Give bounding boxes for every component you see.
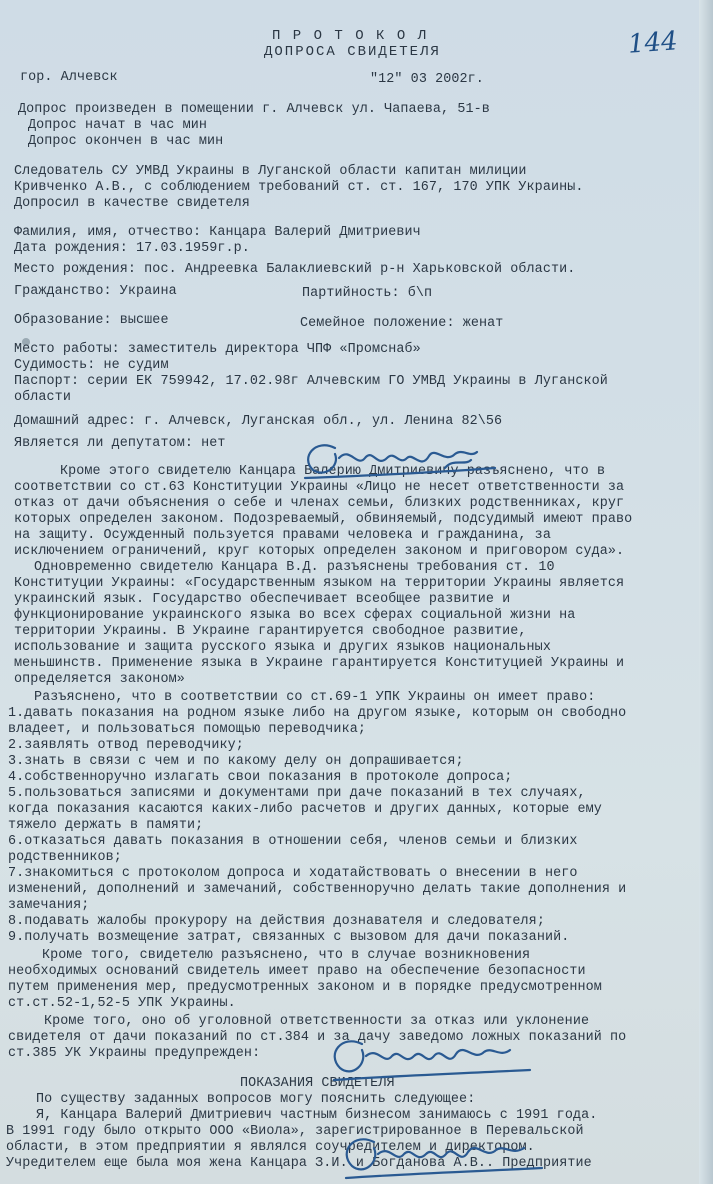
date: "12" 03 2002г. [370, 72, 484, 87]
text-line: Учредителем еще была моя жена Канцара З.И. и Богданова А.В.. Предприятие [6, 1156, 592, 1171]
text-line: тяжело держать в памяти; [8, 818, 204, 833]
text-line: соответствии со ст.63 Конституции Украины «Лицо не несет ответственности за [14, 480, 625, 495]
section-heading: ПОКАЗАНИЯ СВИДЕТЕЛЯ [240, 1076, 395, 1091]
text-line: Является ли депутатом: нет [14, 436, 226, 451]
signature [330, 1122, 550, 1184]
text-line: 3.знать в связи с чем и по какому делу он допрашивается; [8, 754, 464, 769]
text-line: 8.подавать жалобы прокурору на действия дознавателя и следователя; [8, 914, 545, 929]
text-line: 4.собственноручно излагать свои показания в протоколе допроса; [8, 770, 513, 785]
text-line: 9.получать возмещение затрат, связанных с вызовом для дачи показаний. [8, 930, 570, 945]
text-line: Допросил в качестве свидетеля [14, 196, 250, 211]
text-line: Дата рождения: 17.03.1959г.р. [14, 241, 250, 256]
text-line: когда показания касаются каких-либо расчетов и других данных, которые ему [8, 802, 602, 817]
text-line: 2.заявлять отвод переводчику; [8, 738, 244, 753]
text-line: на защиту. Осужденный пользуется правами человека и гражданина, за [14, 528, 551, 543]
text-line: отказ от дачи объяснения о себе и членах семьи, близких родственниках, круг [14, 496, 625, 511]
text-line: Кроме того, оно об уголовной ответственности за отказ или уклонение [44, 1014, 590, 1029]
text-line: территории Украины. В Украине гарантируется свободное развитие, [14, 624, 527, 639]
text-line: области, в этом предприятии я являлся соучредителем и директором. [6, 1140, 535, 1155]
text-line: Домашний адрес: г. Алчевск, Луганская обл., ул. Ленина 82\56 [14, 414, 503, 429]
text-line: родственников; [8, 850, 122, 865]
text-line: использование и защита русского языка и других языков национальных [14, 640, 551, 655]
text-line: украинский язык. Государство обеспечивает всеобщее развитие и [14, 592, 511, 607]
text-line: замечания; [8, 898, 90, 913]
text-line: путем применения мер, предусмотренных законом и в порядке предусмотренном [8, 980, 602, 995]
text-line: владеет, и пользоваться помощью переводчика; [8, 722, 366, 737]
text-line: 6.отказаться давать показания в отношении себя, членов семьи и близких [8, 834, 578, 849]
page-number: 144 [627, 26, 679, 60]
text-line: свидетеля от дачи показаний по ст.384 и за дачу заведомо ложных показаний по [8, 1030, 627, 1045]
text-line: ст.385 УК Украины предупрежден: [8, 1046, 261, 1061]
text-line: По существу заданных вопросов могу пояснить следующее: [36, 1092, 476, 1107]
text-line: изменений, дополнений и замечаний, собственноручно делать такие дополнения и [8, 882, 627, 897]
doc-subtitle: ДОПРОСА СВИДЕТЕЛЯ [264, 44, 441, 60]
doc-title: П Р О Т О К О Л [272, 28, 429, 44]
city: гор. Алчевск [20, 70, 118, 85]
text-line: Кривченко А.В., с соблюдением требований ст. ст. 167, 170 УПК Украины. [14, 180, 584, 195]
text-line: Допрос окончен в час мин [28, 134, 224, 149]
text-line: Место работы: заместитель директора ЧПФ «Промснаб» [14, 342, 421, 357]
text-line: Допрос произведен в помещении г. Алчевск ул. Чапаева, 51-в [18, 102, 490, 117]
text-line: Одновременно свидетелю Канцара В.Д. разъяснены требования ст. 10 [34, 560, 555, 575]
text-line: Место рождения: пос. Андреевка Балаклиевский р-н Харьковской области. [14, 262, 576, 277]
signature [295, 428, 515, 488]
text-line: Я, Канцара Валерий Дмитриевич частным бизнесом занимаюсь с 1991 года. [36, 1108, 598, 1123]
text-line: Кроме того, свидетелю разъяснено, что в случае возникновения [42, 948, 531, 963]
signature [320, 1026, 540, 1086]
text-line: Кроме этого свидетелю Канцара Валерию Дмитриевичу разъяснено, что в [60, 464, 606, 479]
text-line: Конституции Украины: «Государственным языком на территории Украины является [14, 576, 625, 591]
text-line: области [14, 390, 71, 405]
text-line: ст.ст.52-1,52-5 УПК Украины. [8, 996, 236, 1011]
text-line: определяется законом» [14, 672, 185, 687]
text-line: которых определен законом. Подозреваемый, обвиняемый, подсудимый имеют право [14, 512, 633, 527]
text-line: Допрос начат в час мин [28, 118, 207, 133]
text-line: 5.пользоваться записями и документами при даче показаний в тех случаях, [8, 786, 586, 801]
text-line: Разъяснено, что в соответствии со ст.69-1 УПК Украины он имеет право: [34, 690, 596, 705]
text-line: 1.давать показания на родном языке либо на другом языке, которым он свободно [8, 706, 627, 721]
text-line: Фамилия, имя, отчество: Канцара Валерий Дмитриевич [14, 225, 421, 240]
text-line: В 1991 году было открыто ООО «Виола», зарегистрированное в Перевальской [6, 1124, 584, 1139]
text-line: необходимых оснований свидетель имеет право на обеспечение безопасности [8, 964, 586, 979]
text-line: Гражданство: Украина [14, 284, 177, 299]
text-line: исключением ограничений, круг которых определен законом и приговором суда». [14, 544, 625, 559]
text-line: функционирование украинского языка во всех сферах социальной жизни на [14, 608, 576, 623]
text-line: Следователь СУ УМВД Украины в Луганской области капитан милиции [14, 164, 527, 179]
text-line: Образование: высшее [14, 313, 169, 328]
text-line: 7.знакомиться с протоколом допроса и ходатайствовать о внесении в него [8, 866, 578, 881]
text-line: Судимость: не судим [14, 358, 169, 373]
text-line: меньшинств. Применение языка в Украине гарантируется Конституцией Украины и [14, 656, 625, 671]
page-edge [699, 0, 713, 1184]
text-line: Паспорт: серии ЕК 759942, 17.02.98г Алчевским ГО УМВД Украины в Луганской [14, 374, 608, 389]
text-line: Семейное положение: женат [300, 316, 504, 331]
text-line: Партийность: б\п [302, 286, 433, 301]
